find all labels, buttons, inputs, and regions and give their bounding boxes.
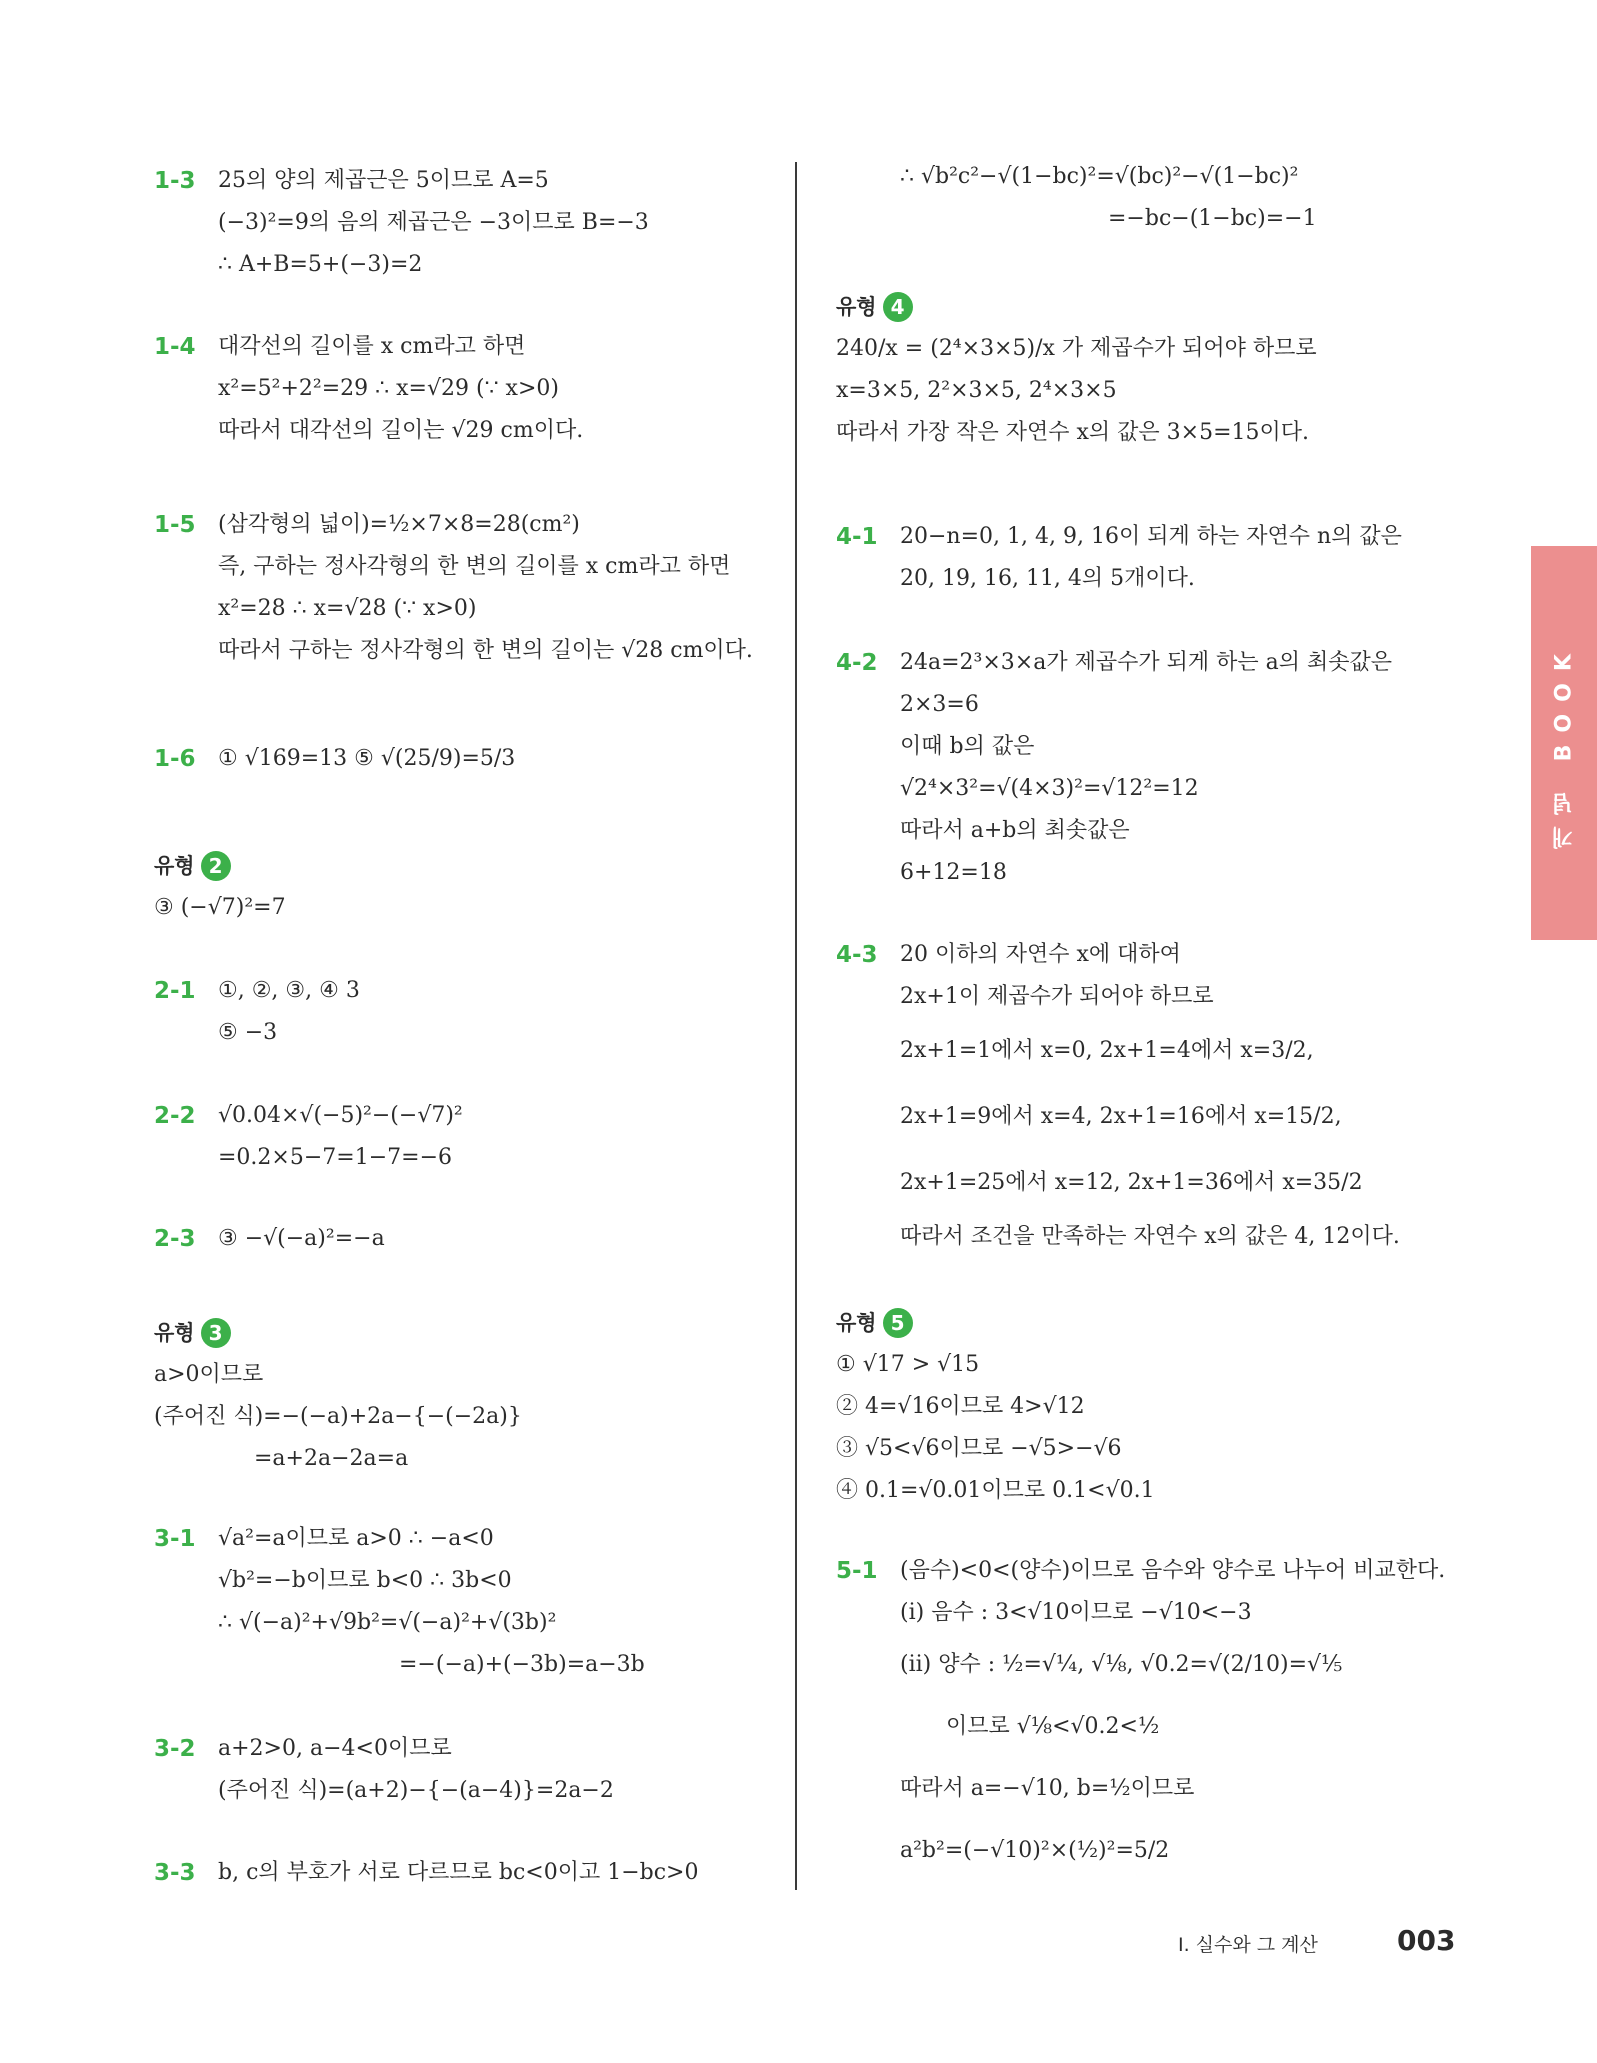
problem-number: 1-3 (154, 168, 196, 194)
text-line: 24a=2³×3×a가 제곱수가 되게 하는 a의 최솟값은 (900, 650, 1392, 675)
text-line: =−bc−(1−bc)=−1 (1108, 206, 1317, 231)
text-line: ∴ A+B=5+(−3)=2 (218, 252, 423, 277)
text-line: 20−n=0, 1, 4, 9, 16이 되게 하는 자연수 n의 값은 (900, 524, 1402, 549)
text-line: 2×3=6 (900, 692, 979, 717)
text-line: (ⅰ) 음수 : 3<√10이므로 −√10<−3 (900, 1600, 1252, 1625)
text-line: (주어진 식)=(a+2)−{−(a−4)}=2a−2 (218, 1778, 614, 1803)
type-4-section (836, 286, 1476, 454)
problem-number: 3-1 (154, 1526, 196, 1552)
text-line: a+2>0, a−4<0이므로 (218, 1736, 452, 1761)
type-2-section (154, 845, 794, 929)
text-line: 따라서 가장 작은 자연수 x의 값은 3×5=15이다. (836, 420, 1309, 445)
text-line: ① √169=13 ⑤ √(25/9)=5/3 (218, 746, 516, 771)
type-heading (154, 845, 794, 887)
text-line: ⑤ −3 (218, 1020, 278, 1045)
text-line: ①, ②, ③, ④ 3 (218, 978, 360, 1003)
problem-1-3 (154, 160, 794, 286)
problem-2-3 (154, 1218, 794, 1260)
text-line: ④ 0.1=√0.01이므로 0.1<√0.1 (836, 1478, 1155, 1503)
side-tab-label: 개념 BOOK (1551, 642, 1577, 850)
text-line: (주어진 식)=−(−a)+2a−{−(−2a)} (154, 1404, 522, 1429)
text-line: 따라서 대각선의 길이는 √29 cm이다. (218, 418, 584, 443)
text-line: =−(−a)+(−3b)=a−3b (399, 1652, 645, 1677)
text-line: 2x+1이 제곱수가 되어야 하므로 (900, 984, 1214, 1009)
text-line: ③ √5<√6이므로 −√5>−√6 (836, 1436, 1122, 1461)
text-line: 25의 양의 제곱근은 5이므로 A=5 (218, 168, 549, 193)
problem-number: 2-2 (154, 1103, 196, 1129)
problem-number: 3-3 (154, 1860, 196, 1886)
problem-number: 2-3 (154, 1226, 196, 1252)
problem-number: 4-1 (836, 524, 878, 550)
problem-3-1 (154, 1518, 794, 1686)
type-label: 유형 (154, 854, 195, 878)
problem-5-1 (836, 1550, 1476, 1882)
problem-3-2 (154, 1728, 794, 1812)
text-line: (−3)²=9의 음의 제곱근은 −3이므로 B=−3 (218, 210, 649, 235)
text-line: x²=5²+2²=29 ∴ x=√29 (∵ x>0) (218, 376, 559, 401)
type-number-badge: 5 (883, 1308, 913, 1338)
problem-1-4 (154, 326, 794, 452)
type-heading (836, 1302, 1476, 1344)
text-line: 따라서 a=−√10, b=½이므로 (900, 1776, 1195, 1801)
problem-2-2 (154, 1095, 794, 1179)
type-number-badge: 2 (201, 851, 231, 881)
side-tab (1531, 546, 1597, 940)
text-line: 따라서 a+b의 최솟값은 (900, 818, 1130, 843)
problem-number: 5-1 (836, 1558, 878, 1584)
text-line: (삼각형의 넓이)=½×7×8=28(cm²) (218, 512, 580, 537)
chapter-title: Ⅰ. 실수와 그 계산 (1178, 1934, 1318, 1956)
text-line: √2⁴×3²=√(4×3)²=√12²=12 (900, 776, 1199, 801)
text-line: b, c의 부호가 서로 다르므로 bc<0이고 1−bc>0 (218, 1860, 699, 1885)
text-line: ③ −√(−a)²=−a (218, 1226, 385, 1251)
text-line: 6+12=18 (900, 860, 1007, 885)
text-line: √0.04×√(−5)²−(−√7)² (218, 1103, 463, 1128)
problem-number: 4-2 (836, 650, 878, 676)
text-line: a>0이므로 (154, 1362, 264, 1387)
problem-1-5 (154, 504, 794, 672)
problem-number: 2-1 (154, 978, 196, 1004)
type-label: 유형 (836, 1311, 877, 1335)
text-line: 이때 b의 값은 (900, 734, 1035, 759)
text-line: 20 이하의 자연수 x에 대하여 (900, 942, 1181, 967)
text-line: 대각선의 길이를 x cm라고 하면 (218, 334, 526, 359)
column-divider (795, 162, 797, 1890)
type-heading (154, 1312, 794, 1354)
text-line: x=3×5, 2²×3×5, 2⁴×3×5 (836, 378, 1117, 403)
problem-number: 1-4 (154, 334, 196, 360)
type-label: 유형 (836, 295, 877, 319)
text-line: √a²=a이므로 a>0 ∴ −a<0 (218, 1526, 494, 1551)
problem-number: 3-2 (154, 1736, 196, 1762)
text-line: =0.2×5−7=1−7=−6 (218, 1145, 453, 1170)
type-number-badge: 4 (883, 292, 913, 322)
text-line: a²b²=(−√10)²×(½)²=5/2 (900, 1838, 1170, 1863)
text-line: 즉, 구하는 정사각형의 한 변의 길이를 x cm라고 하면 (218, 554, 731, 579)
problem-4-3 (836, 934, 1476, 1258)
page-number: 003 (1397, 1924, 1456, 1957)
type-heading (836, 286, 1476, 328)
text-line: 따라서 구하는 정사각형의 한 변의 길이는 √28 cm이다. (218, 638, 753, 663)
text-line: ∴ √(−a)²+√9b²=√(−a)²+√(3b)² (218, 1610, 557, 1635)
problem-4-2 (836, 642, 1476, 894)
text-line: 240/x = (2⁴×3×5)/x 가 제곱수가 되어야 하므로 (836, 336, 1317, 361)
text-line: ① √17 > √15 (836, 1352, 980, 1377)
type-label: 유형 (154, 1321, 195, 1345)
problem-4-1 (836, 516, 1476, 600)
text-line: 2x+1=25에서 x=12, 2x+1=36에서 x=35/2 (900, 1170, 1363, 1195)
problem-number: 1-6 (154, 746, 196, 772)
text-line: x²=28 ∴ x=√28 (∵ x>0) (218, 596, 477, 621)
text-line: 20, 19, 16, 11, 4의 5개이다. (900, 566, 1195, 591)
text-line: ② 4=√16이므로 4>√12 (836, 1394, 1085, 1419)
text-line: =a+2a−2a=a (254, 1446, 409, 1471)
text-line: ∴ √b²c²−√(1−bc)²=√(bc)²−√(1−bc)² (900, 164, 1299, 189)
problem-3-3 (154, 1852, 794, 1894)
text-line: 2x+1=1에서 x=0, 2x+1=4에서 x=3/2, (900, 1038, 1314, 1063)
text-line: √b²=−b이므로 b<0 ∴ 3b<0 (218, 1568, 512, 1593)
text-line: (음수)<0<(양수)이므로 음수와 양수로 나누어 비교한다. (900, 1558, 1446, 1583)
text-line: 따라서 조건을 만족하는 자연수 x의 값은 4, 12이다. (900, 1224, 1400, 1249)
problem-number: 1-5 (154, 512, 196, 538)
type-number-badge: 3 (201, 1318, 231, 1348)
text-line: ③ (−√7)²=7 (154, 895, 286, 920)
text-line: 이므로 √⅛<√0.2<½ (946, 1714, 1160, 1739)
problem-2-1 (154, 970, 794, 1054)
type-5-section (836, 1302, 1476, 1512)
problem-1-6 (154, 738, 794, 780)
problem-number: 4-3 (836, 942, 878, 968)
text-line: 2x+1=9에서 x=4, 2x+1=16에서 x=15/2, (900, 1104, 1342, 1129)
type-3-section (154, 1312, 794, 1480)
text-line: (ⅱ) 양수 : ½=√¼, √⅛, √0.2=√(2/10)=√⅕ (900, 1652, 1343, 1677)
problem-3-3-continued (836, 156, 1476, 240)
